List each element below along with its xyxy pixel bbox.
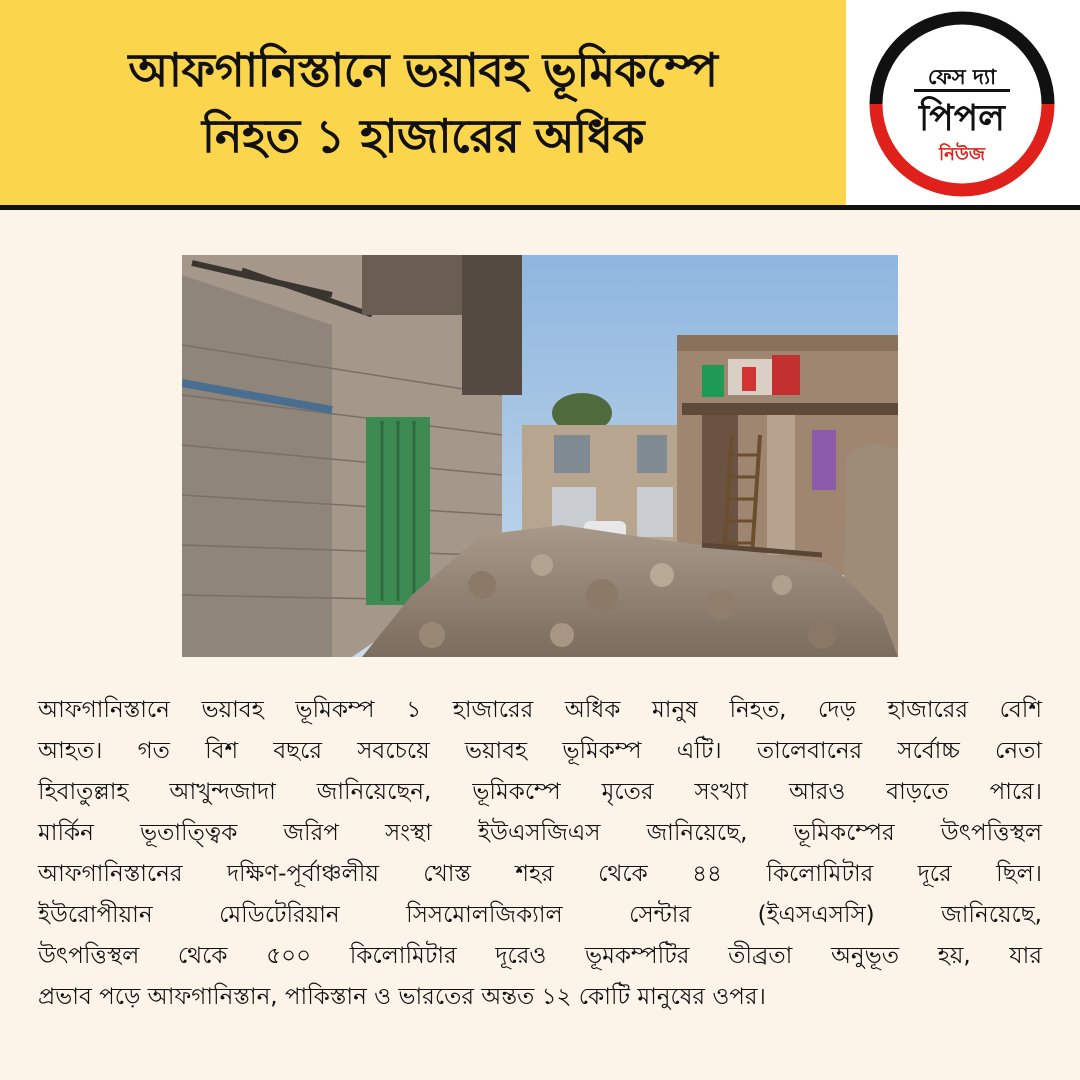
article-line-8: প্রভাব পড়ে আফগানিস্তান, পাকিস্তান ও ভারতের অন্তত ১২ কোটি মানুষের ওপর। [38, 984, 766, 1010]
logo-divider [914, 89, 1010, 92]
headline-line-1: আফগানিস্তানে ভয়াবহ ভূমিকম্পে [128, 42, 718, 97]
article-line-5: আফগানিস্তানের দক্ষিণ-পূর্বাঞ্চলীয় খোস্ত শহর থেকে ৪৪ কিলোমিটার দূরে ছিল। [38, 861, 1042, 887]
headline-banner [0, 0, 846, 205]
face-the-people-logo [866, 8, 1058, 200]
article-line-2: আহত। গত বিশ বছরে সবচেয়ে ভয়াবহ ভূমিকম্প এটি। তালেবানের সর্বোচ্চ নেতা [38, 738, 1042, 764]
article-line-6: ইউরোপীয়ান মেডিটেরিয়ান সিসমোলজিক্যাল সেন্টার (ইএসএসসি) জানিয়েছে, [38, 902, 1042, 928]
earthquake-damage-image [182, 255, 898, 657]
header [0, 0, 1080, 210]
article-line-7: উৎপত্তিস্থল থেকে ৫০০ কিলোমিটার দূরেও ভূমকম্পটির তীব্রতা অনুভূত হয়, যার [38, 943, 1042, 969]
logo-text-people: পিপল [919, 98, 1005, 139]
article-line-3: হিবাতুল্লাহ আখুন্দজাদা জানিয়েছেন, ভূমিকম্পে মৃতের সংখ্যা আরও বাড়তে পারে। [38, 779, 1042, 805]
logo-text-news: নিউজ [938, 144, 986, 165]
logo-box [846, 0, 1080, 205]
article-body [38, 690, 1042, 1018]
article-line-1: আফগানিস্তানে ভয়াবহ ভূমিকম্প ১ হাজারের অধিক মানুষ নিহত, দেড় হাজারের বেশি [38, 697, 1042, 723]
logo-text-face-the: ফেস দ্যা [927, 65, 997, 89]
earthquake-photo [182, 255, 898, 657]
article-line-4: মার্কিন ভূতাত্ত্বিক জরিপ সংস্থা ইউএসজিএস জানিয়েছে, ভূমিকম্পের উৎপত্তিস্থল [38, 820, 1042, 846]
headline-line-2: নিহত ১ হাজারের অধিক [201, 108, 645, 163]
